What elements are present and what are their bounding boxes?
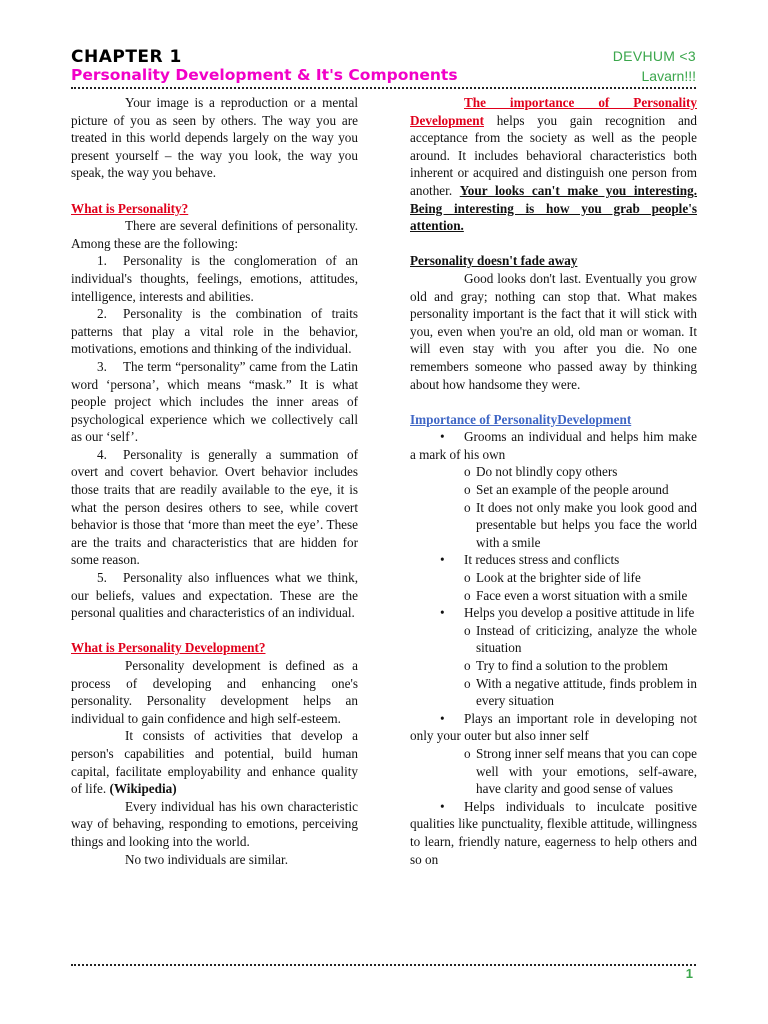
definition-text: Personality is the conglomeration of an individual's thoughts, feelings, emotions, attitudes, intelligence, interests and abilities.: [71, 253, 358, 304]
fade-paragraph: Good looks don't last. Eventually you grow old and gray; nothing can stop that. What makes personality important is the fact that it will stick with you, even when you're an old, old man or woman. It will even stay with you after you die. No one remembers someone who passed away by thinking about how handsome they were.: [410, 270, 697, 392]
importance-subitem: [410, 587, 697, 605]
definition-text: Personality also influences what we think, our beliefs, values and expectation. These are the personal qualities and characteristics of an individual.: [71, 570, 358, 621]
importance-subitem: [410, 622, 697, 657]
no-two-similar: No two individuals are similar.: [125, 851, 288, 867]
course-label: DEVHUM <3: [612, 48, 696, 64]
importance-subitem: [410, 745, 697, 798]
definition-number: 3.: [97, 358, 107, 374]
sub-bullet-icon: o: [464, 482, 471, 498]
importance-bullet-list: [410, 428, 697, 868]
importance-subitem: [410, 481, 697, 499]
footer-divider: [71, 964, 696, 966]
heading-fade-away: Personality doesn't fade away: [410, 253, 578, 269]
definitions-list: [71, 252, 358, 621]
definition-number: 5.: [97, 570, 107, 586]
sub-bullet-icon: o: [464, 745, 471, 761]
bullet-text: Helps you develop a positive attitude in life: [464, 605, 695, 621]
subitem-text: Face even a worst situation with a smile: [476, 587, 688, 603]
heading-what-is-personality: What is Personality?: [71, 200, 189, 216]
bullet-text: Plays an important role in developing not only your outer but also inner self: [410, 710, 697, 744]
definition-number: 4.: [97, 446, 107, 462]
sub-bullet-icon: o: [464, 675, 471, 691]
pd-activities: It consists of activities that develop a person's capabilities and potential, build human capital, facilitate employability and enhance quality of life. (Wikipedia): [71, 728, 358, 797]
importance-bullet: [410, 551, 697, 569]
header-divider: [71, 87, 696, 89]
chapter-subtitle: Personality Development & It's Components: [71, 66, 458, 84]
definition-text: Personality is the combination of traits patterns that play a vital role in the behavior, motivations, emotions and thinking of the individual.: [71, 306, 358, 357]
bullet-text: Grooms an individual and helps him make a mark of his own: [410, 429, 697, 462]
importance-subitem: [410, 463, 697, 481]
author-label: Lavarn!!!: [641, 68, 696, 84]
wikipedia-citation: (Wikipedia): [109, 781, 177, 797]
right-column: [410, 94, 697, 868]
bullet-text: Helps individuals to inculcate positive qualities like punctuality, flexible attitude, willingness to learn, friendly nature, eagerness to help others and so on: [410, 798, 697, 867]
subitem-text: Set an example of the people around: [476, 482, 669, 498]
definition-text: The term “personality” came from the Latin word ‘persona’, which means “mask.” It is what people project which includes the inner areas of psychological experience which we collectively call as our ‘self’.: [71, 358, 358, 445]
importance-paragraph: The importance of Personality Development helps you gain recognition and acceptance from the society as well as the people around. It includes behavioral characteristics both inherent or acquired and distinguish one person from another. Your looks can't make you interesting. Being interesting is how you grab people's attention.: [410, 95, 697, 234]
definition-item: [71, 305, 358, 358]
intro-paragraph: Your image is a reproduction or a mental picture of you as seen by others. The way you are treated in this world depends largely on the way you present yourself – the way you look, the way you speak, the way you behave.: [71, 95, 358, 181]
subitem-text: With a negative attitude, finds problem in every situation: [476, 675, 697, 709]
bullet-text: It reduces stress and conflicts: [464, 552, 620, 568]
definition-number: 1.: [97, 253, 107, 269]
importance-heading: The importance of Personality Development: [410, 95, 697, 128]
importance-bullet: [410, 428, 697, 463]
definition-item: [71, 446, 358, 569]
importance-subitem: [410, 499, 697, 552]
definitions-intro: There are several definitions of personality. Among these are the following:: [71, 218, 358, 251]
sub-bullet-icon: o: [464, 570, 471, 586]
left-column: [71, 94, 358, 868]
chapter-title: CHAPTER 1: [71, 47, 182, 67]
bullet-icon: •: [440, 798, 445, 814]
bullet-icon: •: [440, 710, 445, 726]
bullet-icon: •: [440, 605, 445, 621]
importance-bullet: [410, 604, 697, 622]
individual-paragraph: Every individual has his own characteristic way of behaving, responding to emotions, perceiving things and looking into the world.: [71, 798, 358, 849]
page-number: 1: [685, 966, 693, 981]
importance-subitem: [410, 657, 697, 675]
importance-subitem: [410, 569, 697, 587]
sub-bullet-icon: o: [464, 587, 471, 603]
heading-personality-development: What is Personality Development?: [71, 640, 266, 656]
definition-item: [71, 252, 358, 305]
sub-bullet-icon: o: [464, 622, 471, 638]
importance-emphasis: Your looks can't make you interesting. Being interesting is how you grab people's attention.: [410, 182, 697, 234]
subitem-text: Try to find a solution to the problem: [476, 658, 668, 673]
heading-importance-list: Importance of PersonalityDevelopment: [410, 411, 632, 427]
definition-item: [71, 358, 358, 446]
sub-bullet-icon: o: [464, 464, 471, 480]
bullet-icon: •: [440, 429, 445, 445]
pd-definition: Personality development is defined as a process of developing and enhancing one's personality. Personality development helps an individual to gain confidence and high self-esteem.: [71, 658, 358, 726]
definition-item: [71, 569, 358, 622]
subitem-text: Do not blindly copy others: [476, 464, 618, 480]
importance-bullet: [410, 798, 697, 868]
definition-number: 2.: [97, 306, 107, 322]
sub-bullet-icon: o: [464, 658, 471, 673]
importance-bullet: [410, 710, 697, 745]
subitem-text: Strong inner self means that you can cope well with your emotions, self-aware, have clarity and good sense of values: [476, 745, 697, 797]
subitem-text: It does not only make you look good and presentable but helps you face the world with a smile: [476, 499, 697, 550]
header-right: [613, 48, 696, 84]
definition-text: Personality is generally a summation of overt and covert behavior. Overt behavior includes those traits that are readily available to the eye, it is what the person desires others to see, while covert behavior is those that ‘more than meet the eye’. These are the traits and characteristics that are hidden for some reason.: [71, 446, 358, 568]
sub-bullet-icon: o: [464, 499, 471, 515]
subitem-text: Look at the brighter side of life: [476, 570, 641, 586]
importance-subitem: [410, 675, 697, 710]
bullet-icon: •: [440, 552, 445, 568]
subitem-text: Instead of criticizing, analyze the whole situation: [476, 622, 697, 656]
